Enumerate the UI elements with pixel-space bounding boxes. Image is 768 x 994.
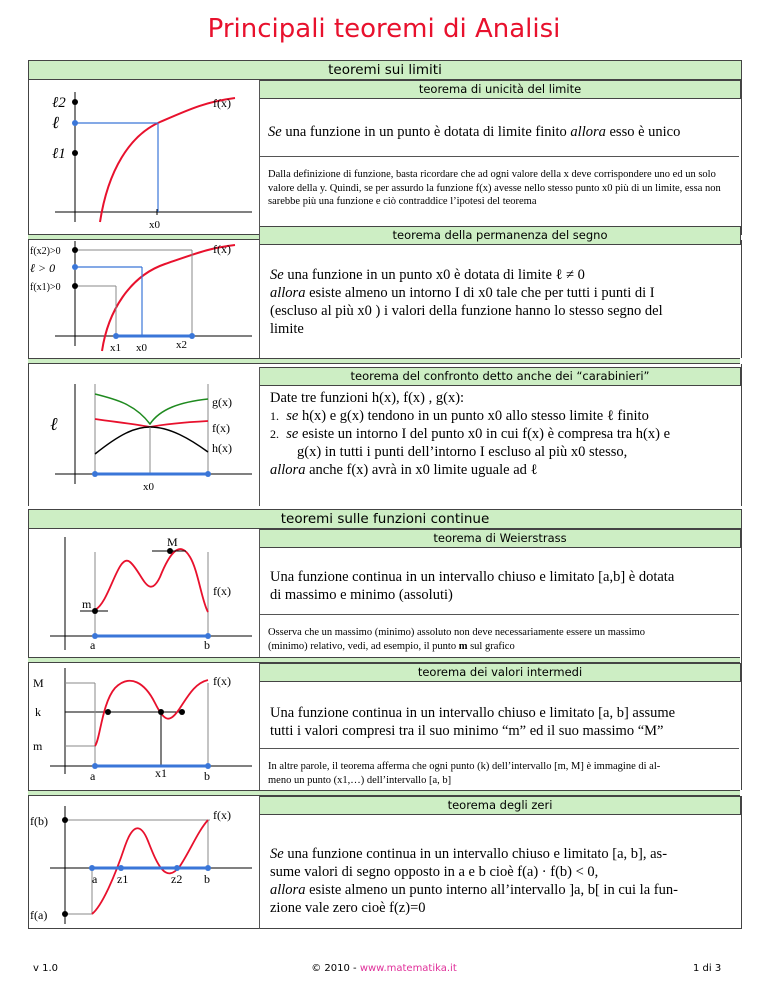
divider	[259, 614, 739, 615]
label-z1: z1	[117, 872, 129, 886]
label-fx: f(x)	[213, 584, 231, 598]
label-lgt: ℓ > 0	[30, 261, 56, 275]
footer-site-link[interactable]: www.matematika.it	[359, 963, 457, 974]
sign-statement: Se una funzione in un punto x0 è dotata di limite ℓ ≠ 0 allora esiste almeno un intorno I di x0 tale che per tutti i punti di I (escluso al più x0 ) i valori della funzione hanno lo stesso segno del limite	[270, 267, 663, 337]
divider	[259, 156, 739, 157]
label-fx: f(x)	[213, 96, 231, 110]
intermediate-graph	[30, 668, 258, 788]
label-x1: x1	[110, 342, 121, 354]
uniqueness-statement: Se una funzione in un punto è dotata di limite finito allora esso è unico	[268, 124, 681, 140]
divider	[259, 226, 260, 358]
theorem-squeeze-header: teorema del confronto detto anche dei “carabinieri”	[259, 367, 741, 386]
weierstrass-statement: Una funzione continua in un intervallo chiuso e limitato [a,b] è dotata di massimo e minimo (assoluti)	[270, 569, 675, 603]
divider	[259, 663, 260, 790]
label-a: a	[92, 872, 98, 886]
label-l1: ℓ1	[52, 146, 66, 162]
label-l: ℓ	[52, 113, 60, 132]
section-limits-header: teoremi sui limiti	[28, 60, 742, 80]
intermediate-statement: Una funzione continua in un intervallo chiuso e limitato [a, b] assume tutti i valori compresi tra il suo minimo “m” ed il suo massimo “M”	[270, 705, 676, 739]
label-m: m	[33, 739, 43, 753]
label-M: M	[33, 676, 44, 690]
label-fx: f(x)	[213, 242, 231, 256]
label-k: k	[35, 705, 41, 719]
label-m: m	[82, 597, 92, 611]
label-l2: ℓ2	[52, 95, 66, 111]
label-x1: x1	[155, 766, 167, 780]
divider	[259, 796, 260, 929]
label-M: M	[167, 535, 178, 549]
weierstrass-graph	[30, 532, 258, 666]
page-title: Principali teoremi di Analisi	[207, 14, 561, 44]
label-a: a	[90, 638, 96, 652]
squeeze-statement: Date tre funzioni h(x), f(x) , g(x): 1. se h(x) e g(x) tendono in un punto x0 allo stesso limite ℓ finito 2. se esiste un intorno I del punto x0 in cui f(x) è compresa tra h(x) e g(x) in tutti i punti dell’intorno I escluso al più x0 stesso, allora anche f(x) avrà in x0 limite uguale ad ℓ	[270, 390, 670, 478]
label-x2: x2	[176, 339, 187, 351]
theorem-sign-header: teorema della permanenza del segno	[259, 226, 741, 245]
divider	[259, 367, 260, 506]
label-fx2: f(x2)>0	[30, 246, 61, 257]
label-fb: f(b)	[30, 814, 48, 828]
section-continuous-header: teoremi sulle funzioni continue	[28, 509, 742, 529]
label-l: ℓ	[50, 414, 58, 434]
label-fa: f(a)	[30, 908, 48, 922]
sign-graph	[30, 236, 258, 358]
theorem-intermediate-header: teorema dei valori intermedi	[259, 663, 741, 682]
label-fx: f(x)	[212, 421, 230, 435]
theorem-uniqueness-header: teorema di unicità del limite	[259, 80, 741, 99]
squeeze-graph	[30, 384, 258, 504]
intermediate-note: In altre parole, il teorema afferma che ogni punto (k) dell’intervallo [m, M] è immagine di al- meno un punto (x1,…) dell’intervallo [a, b]	[268, 761, 661, 786]
divider	[259, 80, 260, 235]
footer-version: v 1.0	[33, 963, 58, 974]
label-z2: z2	[171, 872, 183, 886]
label-b: b	[204, 638, 210, 652]
divider	[259, 748, 739, 749]
label-gx: g(x)	[212, 395, 232, 409]
label-fx1: f(x1)>0	[30, 282, 61, 293]
label-b: b	[204, 872, 210, 886]
footer-page-number: 1 di 3	[693, 963, 722, 974]
theorem-weierstrass-header: teorema di Weierstrass	[259, 529, 741, 548]
divider	[259, 529, 260, 666]
zeros-statement: Se una funzione continua in un intervallo chiuso e limitato [a, b], as- sume valori di segno opposto in a e b cioè f(a) · f(b) < 0, allora esiste almeno un punto interno all’intervallo ]a, b[ in cui la fun- zione vale zero cioè f(z)=0	[270, 846, 678, 916]
label-x0: x0	[136, 342, 147, 354]
label-a: a	[90, 769, 96, 783]
label-b: b	[204, 769, 210, 783]
label-x0: x0	[149, 219, 160, 231]
label-x0: x0	[143, 481, 154, 493]
uniqueness-note: Dalla definizione di funzione, basta ricordare che ad ogni valore della x deve corrispondere uno ed un solo valore della y. Quindi, se per assurdo la funzione f(x) avesse nello stesso punto x0 più di un limite, essa non sarebbe più una funzione e ciò contraddice l’ipotesi del teorema	[268, 169, 721, 207]
label-fx: f(x)	[213, 808, 231, 822]
label-hx: h(x)	[212, 441, 232, 455]
label-fx: f(x)	[213, 674, 231, 688]
weierstrass-note: Osserva che un massimo (minimo) assoluto non deve necessariamente essere un massimo (minimo) relativo, vedi, ad esempio, il punto m sul grafico	[268, 627, 646, 652]
footer-copyright: © 2010 - www.matematika.it	[311, 963, 457, 974]
theorem-zeros-header: teorema degli zeri	[259, 796, 741, 815]
uniqueness-graph	[30, 80, 258, 235]
zeros-graph	[30, 806, 258, 928]
